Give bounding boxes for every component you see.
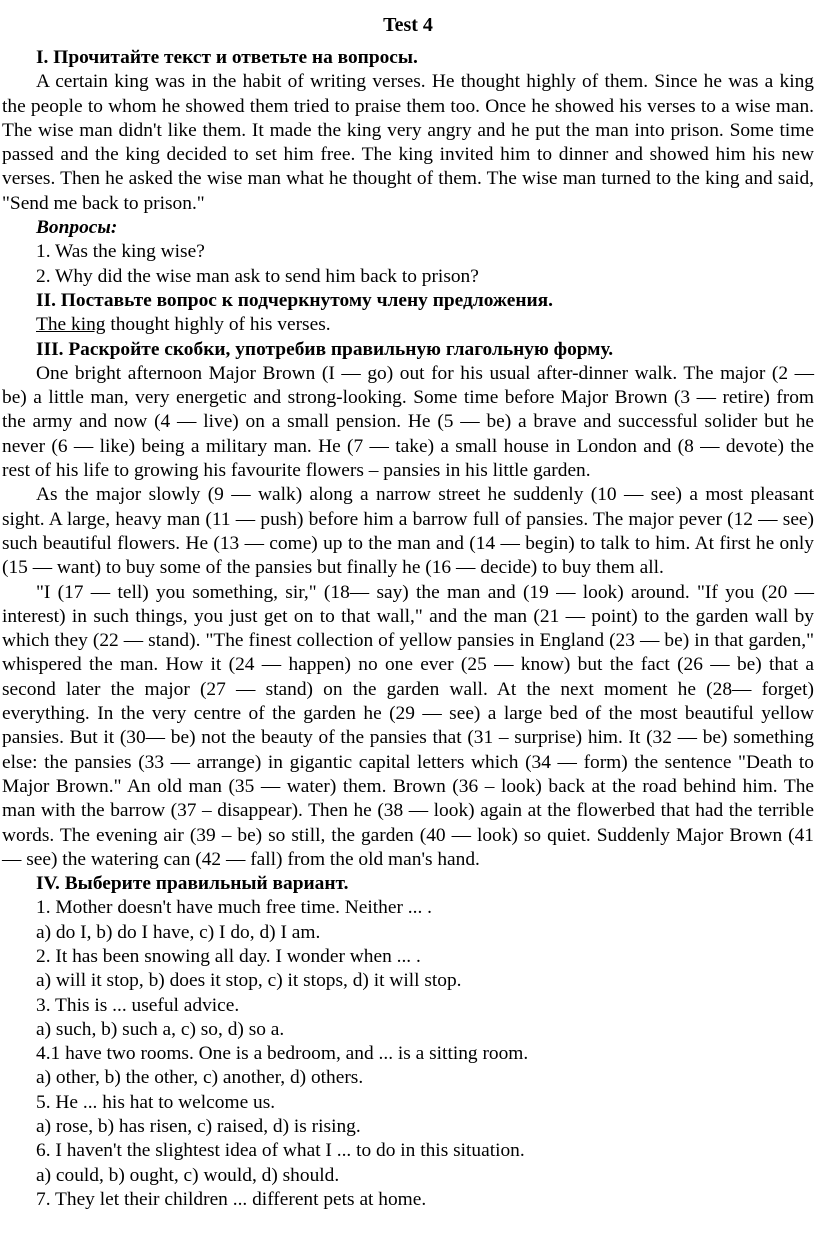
- list-item: 2. It has been snowing all day. I wonder when ... .: [36, 945, 421, 967]
- section-4-heading: IV. Выберите правильный вариант.: [36, 873, 349, 895]
- page-title: Test 4: [383, 14, 433, 36]
- question-2: 2. Why did the wise man ask to send him back to prison?: [36, 265, 479, 287]
- section-3-heading: III. Раскройте скобки, употребив правильную глагольную форму.: [36, 338, 614, 360]
- section-3-paragraph-3: "I (17 — tell) you something, sir," (18— say) the man and (19 — look) around. "If you (20 — interest) in such things, you just get on to that wall," and the man (21 — point) to the garden wall by which they (22 — stand). "The finest collection of yellow pansies in England (23 — be) in that garden," whispered the man. How it (24 — happen) no one ever (25 — know) but the fact (26 — be) that a second later the major (27 — stand) on the garden wall. At the next moment he (28— forget) everything. In the very centre of the garden he (29 — see) a large bed of the most beautiful yellow pansies. But it (30— be) not the beauty of the pansies that (31 – surprise) him. It (32 — be) something else: the pansies (33 — arrange) in gigantic capital letters which (34 — form) the sentence "Death to Major Brown." An old man (35 — water) them. Brown (36 – look) back at the road behind him. The man with the barrow (37 – disappear). Then he (38 — look) again at the flowerbed that had the terrible words. The evening air (39 – be) so still, the garden (40 — look) so quiet. Suddenly Major Brown (41 — see) the watering can (42 — fall) from the old man's hand.: [2, 581, 814, 870]
- question-1: 1. Was the king wise?: [36, 241, 205, 263]
- section-1-heading: I. Прочитайте текст и ответьте на вопросы.: [36, 47, 418, 68]
- underlined-subject: The king: [36, 314, 106, 336]
- list-item: 7. They let their children ... different pets at home.: [36, 1188, 427, 1210]
- list-item: a) could, b) ought, c) would, d) should.: [36, 1164, 340, 1186]
- section-3-paragraph-1: One bright afternoon Major Brown (I — go) out for his usual after-dinner walk. The major (2 — be) a little man, very energetic and strong-looking. Some time before Major Brown (3 — retire) from the army and now (4 — live) on a small pension. He (5 — be) a brave and successful solider but he never (6 — like) being a military man. He (7 — take) a small house in London and (8 — devote) the rest of his life to growing his favourite flowers – pansies in his little garden.: [2, 362, 814, 482]
- sentence-rest: thought highly of his verses.: [105, 314, 331, 336]
- list-item: 6. I haven't the slightest idea of what I ... to do in this situation.: [36, 1140, 525, 1162]
- section-2-heading: II. Поставьте вопрос к подчеркнутому члену предложения.: [36, 289, 554, 311]
- list-item: a) will it stop, b) does it stop, c) it stops, d) it will stop.: [36, 970, 462, 992]
- section-3-paragraph-2: As the major slowly (9 — walk) along a narrow street he suddenly (10 — see) a most pleasant sight. A large, heavy man (11 — push) before him a barrow full of pansies. The major pever (12 — see) such beautiful flowers. He (13 — come) up to the man and (14 — begin) to talk to him. At first he only (15 — want) to buy some of the pansies but finally he (16 — decide) to buy them all.: [2, 484, 814, 579]
- list-item: 4.1 have two rooms. One is a bedroom, and ... is a sitting room.: [36, 1043, 529, 1065]
- list-item: 5. He ... his hat to welcome us.: [36, 1091, 276, 1113]
- questions-label: Вопросы:: [36, 217, 118, 239]
- section-1-text: A certain king was in the habit of writing verses. He thought highly of them. Since he was a king the people to whom he showed them tried to praise them too. Once he showed his verses to a wise man. The wise man didn't like them. It made the king very angry and he put the man into prison. Some time passed and the king decided to set him free. The king invited him to dinner and showed him his new verses. Then he asked the wise man what he thought of them. The wise man turned to the king and said, "Send me back to prison.": [2, 71, 814, 214]
- list-item: a) such, b) such a, c) so, d) so a.: [36, 1018, 285, 1040]
- list-item: 1. Mother doesn't have much free time. Neither ... .: [36, 897, 433, 919]
- section-2-sentence: [2, 313, 814, 337]
- list-item: a) other, b) the other, c) another, d) others.: [36, 1067, 364, 1089]
- list-item: a) do I, b) do I have, c) I do, d) I am.: [36, 921, 321, 943]
- list-item: a) rose, b) has risen, c) raised, d) is rising.: [36, 1116, 361, 1138]
- list-item: 3. This is ... useful advice.: [36, 994, 240, 1016]
